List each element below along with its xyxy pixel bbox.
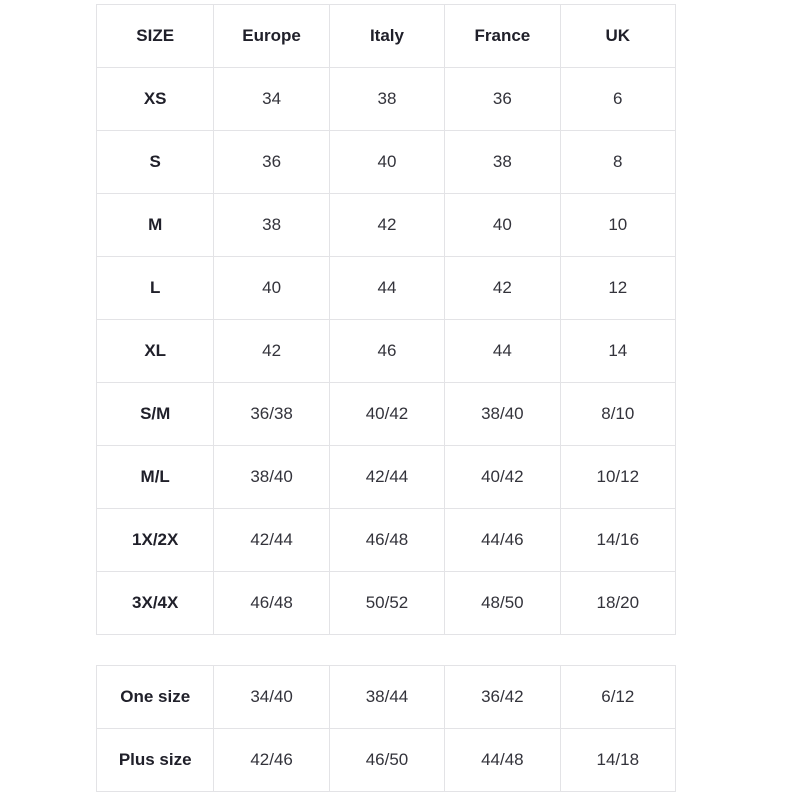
cell-italy: 42/44 — [329, 446, 444, 509]
cell-uk: 8 — [560, 131, 675, 194]
cell-italy: 42 — [329, 194, 444, 257]
secondary-size-table-container — [96, 665, 676, 792]
column-header-europe: Europe — [214, 5, 329, 68]
cell-france: 42 — [445, 257, 560, 320]
cell-france: 40 — [445, 194, 560, 257]
cell-uk: 18/20 — [560, 572, 675, 635]
row-label: M — [97, 194, 214, 257]
cell-italy: 46 — [329, 320, 444, 383]
column-header-france: France — [445, 5, 560, 68]
column-header-italy: Italy — [329, 5, 444, 68]
cell-italy: 38 — [329, 68, 444, 131]
table-header-row — [97, 5, 676, 68]
row-label: Plus size — [97, 729, 214, 792]
cell-france: 48/50 — [445, 572, 560, 635]
cell-italy: 40/42 — [329, 383, 444, 446]
row-label: XL — [97, 320, 214, 383]
column-header-uk: UK — [560, 5, 675, 68]
cell-france: 36 — [445, 68, 560, 131]
cell-uk: 6/12 — [560, 666, 675, 729]
table-body — [97, 68, 676, 635]
cell-uk: 10 — [560, 194, 675, 257]
cell-europe: 38/40 — [214, 446, 329, 509]
cell-europe: 42 — [214, 320, 329, 383]
cell-france: 44/48 — [445, 729, 560, 792]
cell-france: 36/42 — [445, 666, 560, 729]
cell-europe: 36 — [214, 131, 329, 194]
row-label: S/M — [97, 383, 214, 446]
primary-size-table — [96, 4, 676, 635]
table-row — [97, 509, 676, 572]
table-row — [97, 68, 676, 131]
row-label: XS — [97, 68, 214, 131]
cell-france: 40/42 — [445, 446, 560, 509]
table-row — [97, 320, 676, 383]
cell-italy: 38/44 — [329, 666, 444, 729]
cell-europe: 38 — [214, 194, 329, 257]
cell-europe: 34 — [214, 68, 329, 131]
cell-europe: 40 — [214, 257, 329, 320]
table-row — [97, 383, 676, 446]
cell-italy: 46/50 — [329, 729, 444, 792]
cell-europe: 46/48 — [214, 572, 329, 635]
secondary-size-table — [96, 665, 676, 792]
cell-uk: 12 — [560, 257, 675, 320]
cell-italy: 50/52 — [329, 572, 444, 635]
row-label: S — [97, 131, 214, 194]
cell-france: 44 — [445, 320, 560, 383]
cell-europe: 42/44 — [214, 509, 329, 572]
table-row — [97, 729, 676, 792]
table-row — [97, 666, 676, 729]
cell-italy: 40 — [329, 131, 444, 194]
row-label: One size — [97, 666, 214, 729]
table-row — [97, 446, 676, 509]
cell-italy: 44 — [329, 257, 444, 320]
table-row — [97, 131, 676, 194]
table-row — [97, 257, 676, 320]
cell-uk: 6 — [560, 68, 675, 131]
cell-uk: 14 — [560, 320, 675, 383]
row-label: 1X/2X — [97, 509, 214, 572]
primary-size-table-container — [96, 4, 676, 635]
cell-europe: 36/38 — [214, 383, 329, 446]
table-row — [97, 194, 676, 257]
row-label: 3X/4X — [97, 572, 214, 635]
cell-uk: 14/18 — [560, 729, 675, 792]
cell-uk: 10/12 — [560, 446, 675, 509]
row-label: M/L — [97, 446, 214, 509]
secondary-table-body — [97, 666, 676, 792]
cell-europe: 34/40 — [214, 666, 329, 729]
cell-france: 38/40 — [445, 383, 560, 446]
table-row — [97, 572, 676, 635]
cell-france: 44/46 — [445, 509, 560, 572]
table-header — [97, 5, 676, 68]
row-label: L — [97, 257, 214, 320]
cell-france: 38 — [445, 131, 560, 194]
cell-italy: 46/48 — [329, 509, 444, 572]
column-header-size: SIZE — [97, 5, 214, 68]
cell-europe: 42/46 — [214, 729, 329, 792]
cell-uk: 8/10 — [560, 383, 675, 446]
cell-uk: 14/16 — [560, 509, 675, 572]
